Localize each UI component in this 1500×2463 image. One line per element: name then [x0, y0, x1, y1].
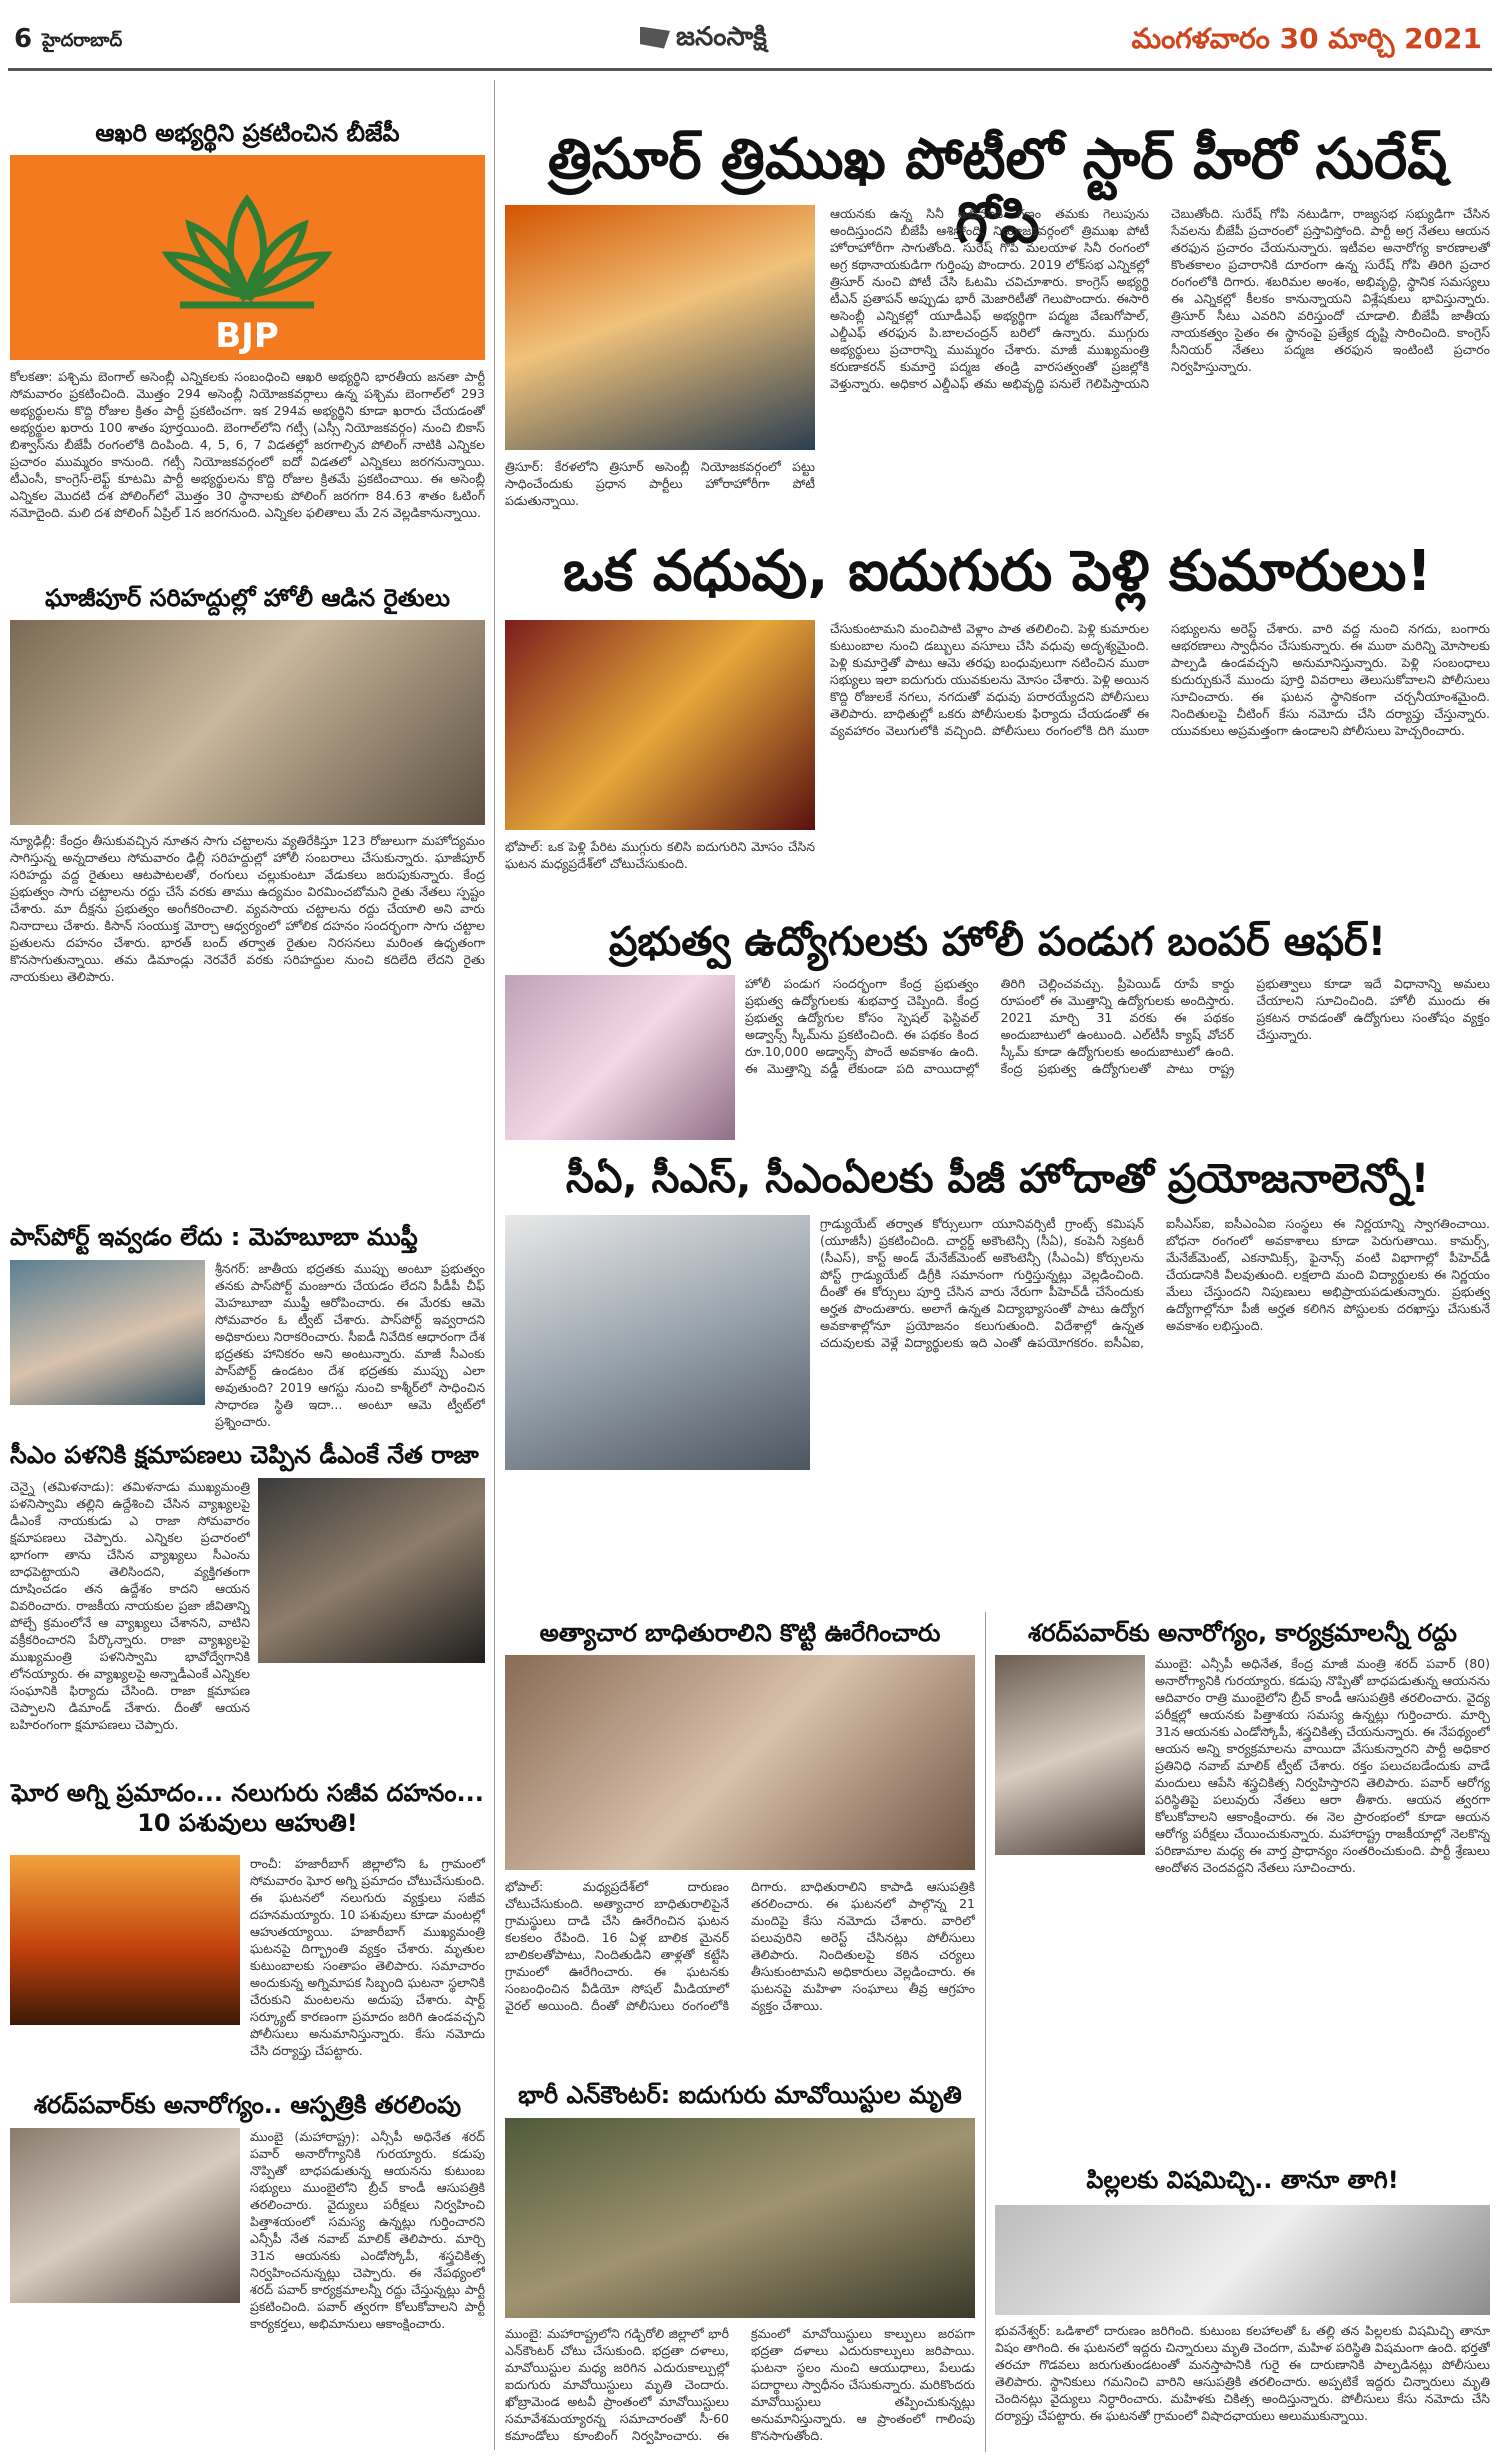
- pawar-cancel-headline: శరద్‌పవార్‌కు అనారోగ్యం, కార్యక్రమాలన్నీ రద్దు: [1028, 1619, 1457, 1647]
- fire-body: రాంచీ: హజారీబాగ్ జిల్లాలోని ఓ గ్రామంలో సోమవారం ఘోర అగ్ని ప్రమాదం చోటుచేసుకుంది. ఈ ఘటనలో నలుగురు వ్యక్తులు సజీవ దహనమయ్యారు. 10 పశువులు కూడా మంటల్లో ఆహుతయ్యాయి. హజారీబాగ్ ముఖ్యమంత్రి ఘటనపై దిగ్భ్రాంతి వ్యక్తం చేశారు. మృతుల కుటుంబాలకు సంతాపం తెలిపారు. సమాచారం అందుకున్న అగ్నిమాపక సిబ్బంది ఘటనా స్థలానికి చేరుకుని మంటలను అదుపు చేశారు. షార్ట్ సర్క్యూట్ కారణంగా ప్రమాదం జరిగి ఉండవచ్చని పోలీసులు అనుమానిస్తున్నారు. కేసు నమోదు చేసి దర్యాప్తు చేపట్టారు.: [250, 1856, 485, 2058]
- suresh-gopi-headline: త్రిసూర్ త్రిముఖ పోటీలో స్టార్ హీరో సురేష్ గోపి: [547, 127, 1448, 256]
- column-divider-right: [985, 1612, 986, 2452]
- column-divider: [494, 80, 495, 2450]
- raja-headline: సీఎం పళనికి క్షమాపణలు చెప్పిన డీఎంకే నేత రాజా: [10, 1441, 479, 1469]
- fire-headline: ఘోర అగ్ని ప్రమాదం... నలుగురు సజీవ దహనం... 10 పశువులు ఆహుతి!: [11, 1779, 484, 1837]
- farmers-photo: [10, 620, 485, 825]
- mehbooba-body: శ్రీనగర్: జాతీయ భద్రతకు ముప్పు అంటూ ప్రభుత్వం తనకు పాస్‌పోర్ట్ మంజూరు చేయడం లేదని పీడీపీ చీఫ్ మెహబూబా ముఫ్తీ ఆరోపించారు. ఈ మేరకు ఆమె సోమవారం ఓ ట్వీట్ చేశారు. పాస్‌పోర్ట్ ఇవ్వరాదని అధికారులు నిరాకరించారు. సీఐడీ నివేదిక ఆధారంగా దేశ భద్రతకు హానికరం అని అంటున్నారు. మాజీ సీఎంకు పాస్‌పోర్ట్ ఉండటం దేశ భద్రతకు ముప్పు ఎలా అవుతుంది? 2019 ఆగస్టు నుంచి కాశ్మీర్‌లో సాధించిన సాధారణ స్థితి ఇదా... అంటూ ఆమె ట్వీట్‌లో ప్రశ్నించారు.: [215, 1261, 485, 1429]
- newspaper-logo: [640, 22, 767, 58]
- suresh-gopi-body: ఆయనకు ఉన్న సినీ అభిమాన గణం తమకు గెలుపును అందిస్తుందని బీజేపీ ఆశిస్తోంది. నియోజకవర్గంలో త్రిముఖ పోటీ హోరాహోరీగా సాగుతోంది. సురేష్ గోపి మలయాళ సినీ రంగంలో అగ్ర కథానాయకుడిగా గుర్తింపు పొందారు. 2019 లోక్‌సభ ఎన్నికల్లో త్రిసూర్ నుంచి పోటీ చేసి ఓటమి చవిచూశారు. కాంగ్రెస్ అభ్యర్థి టీఎన్ ప్రతాపన్ అప్పుడు భారీ మెజారిటీతో గెలుపొందారు. ఈసారి అసెంబ్లీ ఎన్నికల్లో యూడీఎఫ్ అభ్యర్థిగా పద్మజ వేణుగోపాల్, ఎల్డీఎఫ్ తరఫున పి.బాలచంద్రన్ బరిలో ఉన్నారు. ముగ్గురు అభ్యర్థులు ప్రచారాన్ని ముమ్మరం చేశారు. మాజీ ముఖ్యమంత్రి కరుణాకరన్ కుమార్తె పద్మజ తండ్రి వారసత్వంతో ప్రజల్లోకి వెళ్తున్నారు. అధికార ఎల్డీఎఫ్ తమ అభివృద్ధి పనులే గెలిపిస్తాయని చెబుతోంది. సురేష్ గోపి నటుడిగా, రాజ్యసభ సభ్యుడిగా చేసిన సేవలను బీజేపీ ప్రచారంలో ప్రస్తావిస్తోంది. పార్టీ అగ్ర నేతలు ఆయన తరఫున ప్రచారం చేయనున్నారు. ఇటీవల అనారోగ్య కారణాలతో కొంతకాలం ప్రచారానికి దూరంగా ఉన్న సురేష్ గోపి తిరిగి ప్రచార రంగంలోకి దిగారు. శబరిమల అంశం, అభివృద్ధి, స్థానిక సమస్యలు ఈ ఎన్నికల్లో కీలకం కానున్నాయని విశ్లేషకులు భావిస్తున్నారు. త్రిసూర్ సీటు ఎవరిని వరిస్తుందో చూడాలి. బీజేపీ జాతీయ నాయకత్వం సైతం ఈ స్థానంపై ప్రత్యేక దృష్టి సారించింది. కాంగ్రెస్ సీనియర్ నేతలు పద్మజ తరఫున ఇంటింటి ప్రచారం నిర్వహిస్తున్నారు.: [830, 206, 1490, 391]
- pawar-cancel-photo: [995, 1655, 1145, 1855]
- suresh-gopi-caption: త్రిసూర్: కేరళలోని త్రిసూర్ అసెంబ్లీ నియోజకవర్గంలో పట్టు సాధించేందుకు ప్రధాన పార్టీలు హోరాహోరీగా పోటీ పడుతున్నాయి.: [505, 459, 815, 508]
- encounter-body: ముంబై: మహారాష్ట్రలోని గడ్చిరోలి జిల్లాలో భారీ ఎన్‌కౌంటర్ చోటు చేసుకుంది. భద్రతా దళాలు, మావోయిస్టుల మధ్య జరిగిన ఎదురుకాల్పుల్లో ఐదుగురు మావోయిస్టులు మృతి చెందారు. ఖోబ్రామెండ అటవీ ప్రాంతంలో మావోయిస్టులు సమావేశమయ్యారన్న సమాచారంతో సీ-60 కమాండోలు కూంబింగ్ నిర్వహించారు. ఈ క్రమంలో మావోయిస్టులు కాల్పులు జరపగా భద్రతా దళాలు ఎదురుకాల్పులు జరిపాయి. ఘటనా స్థలం నుంచి ఆయుధాలు, పేలుడు పదార్థాలు స్వాధీనం చేసుకున్నారు. మరికొందరు మావోయిస్టులు తప్పించుకున్నట్లు అనుమానిస్తున్నారు. ఆ ప్రాంతంలో గాలింపు కొనసాగుతోంది.: [505, 2326, 975, 2443]
- logo-flag-icon: [640, 27, 670, 49]
- bjp-body: కోలకతా: పశ్చిమ బెంగాల్ అసెంబ్లీ ఎన్నికలకు సంబంధించి ఆఖరి అభ్యర్థిని భారతీయ జనతా పార్టీ సోమవారం ప్రకటించింది. మొత్తం 294 అసెంబ్లీ నియోజకవర్గాలు ఉన్న పశ్చిమ బెంగాల్‌లో 293 అభ్యర్థులను కొద్ది రోజుల క్రితం పార్టీ ప్రకటించగా. ఇక 294వ అభ్యర్థిని కూడా ఖరారు చేయడంతో అభ్యర్థుల ఖరారు 100 శాతం పూర్తయింది. బెంగాల్‌లోని గట్సీ (ఎస్సీ నియోజకవర్గం) నుంచి బికాస్ బిశ్వాస్‌ను బీజేపీ రంగంలోకి దింపింది. 4, 5, 6, 7 విడతల్లో జరగాల్సిన పోలింగ్ నాటికి ఎన్నికల ప్రచారం ముమ్మరం కానుంది. గట్సీ నియోజకవర్గంలో ఐదో విడతలో ఎన్నికలు జరగనున్నాయి. టీఎంసీ, కాంగ్రెస్-లెఫ్ట్ కూటమి పార్టీ అభ్యర్థులను కొద్ది రోజుల క్రితమే ప్రకటించాయి. ఈ అసెంబ్లీ ఎన్నికల మొదటి దశ పోలింగ్‌లో మొత్తం 30 స్థానాలకు పోలింగ్ జరగగా 84.63 శాతం ఓటింగ్ నమోదైంది. మలి దశ పోలింగ్ ఏప్రిల్ 1న జరగనుంది. ఎన్నికల ఫలితాలు మే 2న వెల్లడికానున్నాయి.: [10, 369, 485, 520]
- victims-headline: అత్యాచార బాధితురాలిని కొట్టి ఊరేగించారు: [539, 1619, 941, 1647]
- pawar-hospital-headline: శరద్‌పవార్‌కు అనారోగ్యం.. ఆస్పత్రికి తరలింపు: [33, 2091, 462, 2119]
- fire-photo: [10, 1855, 240, 2025]
- masthead: [0, 0, 1500, 70]
- farmers-headline: ఘాజీపూర్ సరిహద్దుల్లో హోలీ ఆడిన రైతులు: [44, 584, 451, 612]
- raja-photo: [258, 1478, 485, 1663]
- raja-body: చెన్నై (తమిళనాడు): తమిళనాడు ముఖ్యమంత్రి పళనిస్వామి తల్లిని ఉద్దేశించి చేసిన వ్యాఖ్యలపై డీఎంకే నాయకుడు ఎ రాజా సోమవారం క్షమాపణలు చెప్పారు. ఎన్నికల ప్రచారంలో భాగంగా తాను చేసిన వ్యాఖ్యలు సీఎంను బాధపెట్టాయని తెలిసిందని, వ్యక్తిగతంగా దూషించడం తన ఉద్దేశం కాదని ఆయన వివరించారు. రాజకీయ నాయకుల ప్రజా జీవితాన్ని పోల్చే క్రమంలోనే ఆ వ్యాఖ్యలు చేశానని, వాటిని వక్రీకరించారని పేర్కొన్నారు. రాజా వ్యాఖ్యలపై ముఖ్యమంత్రి పళనిస్వామి భావోద్వేగానికి లోనయ్యారు. ఈ వ్యాఖ్యలపై అన్నాడీఎంకే ఎన్నికల సంఘానికి ఫిర్యాదు చేసింది. రాజా క్షమాపణ చెప్పాలని డిమాండ్ చేశారు. దీంతో ఆయన బహిరంగంగా క్షమాపణలు చెప్పారు.: [10, 1479, 250, 1732]
- holi-offer-headline: ప్రభుత్వ ఉద్యోగులకు హోలీ పండుగ బంపర్ ఆఫర్!: [608, 919, 1387, 965]
- mehbooba-headline: పాస్‌పోర్ట్ ఇవ్వడం లేదు : మెహబూబా ముఫ్తీ: [10, 1223, 418, 1251]
- header-rule: [8, 68, 1492, 71]
- currency-photo: [505, 975, 735, 1140]
- victims-photo: [505, 1655, 975, 1870]
- bride-caption: భోపాల్: ఒక పెళ్లి పేరిట ముగ్గురు కలిసి ఐదుగురిని మోసం చేసిన ఘటన మధ్యప్రదేశ్‌లో చోటుచేసుకుంది.: [505, 839, 815, 871]
- bjp-logo-text: BJP: [215, 316, 279, 356]
- bride-photo: [505, 620, 815, 830]
- holi-offer-body: హోలీ పండుగ సందర్భంగా కేంద్ర ప్రభుత్వం ప్రభుత్వ ఉద్యోగులకు శుభవార్త చెప్పింది. కేంద్ర ప్రభుత్వ ఉద్యోగుల కోసం స్పెషల్ ఫెస్టివల్ అడ్వాన్స్ స్కీమ్‌ను ప్రకటించింది. ఈ పథకం కింద రూ.10,000 అడ్వాన్స్ పొందే అవకాశం ఉంది. ఈ మొత్తాన్ని వడ్డీ లేకుండా పది వాయిదాల్లో తిరిగి చెల్లించవచ్చు. ప్రీపెయిడ్ రూపే కార్డు రూపంలో ఈ మొత్తాన్ని ఉద్యోగులకు అందిస్తారు. 2021 మార్చి 31 వరకు ఈ పథకం అందుబాటులో ఉంటుంది. ఎల్‌టీసీ క్యాష్ వోచర్ స్కీమ్ కూడా ఉద్యోగులకు అందుబాటులో ఉంది. కేంద్ర ప్రభుత్వ ఉద్యోగులతో పాటు రాష్ట్ర ప్రభుత్వాలు కూడా ఇదే విధానాన్ని అమలు చేయాలని సూచించింది. హోలీ ముందు ఈ ప్రకటన రావడంతో ఉద్యోగులు సంతోషం వ్యక్తం చేస్తున్నారు.: [745, 976, 1490, 1076]
- pg-headline: సీఏ, సీఎస్, సీఎంఏలకు పీజీ హోదాతో ప్రయోజనాలెన్నో!: [565, 1156, 1430, 1202]
- bjp-logo-image: [10, 155, 485, 360]
- dateline: మంగళవారం 30 మార్చి 2021: [1131, 22, 1482, 55]
- farmers-body: న్యూఢిల్లీ: కేంద్రం తీసుకువచ్చిన నూతన సాగు చట్టాలను వ్యతిరేకిస్తూ 123 రోజులుగా మహోద్యమం సాగిస్తున్న అన్నదాతలు సోమవారం ఢిల్లీ సరిహద్దుల్లో హోలీ సంబరాలు చేసుకున్నారు. ఘాజీపూర్ సరిహద్దు వద్ద రైతులు ఆటపాటలతో, రంగులు చల్లుకుంటూ వేడుకలు జరుపుకున్నారు. కేంద్ర ప్రభుత్వం సాగు చట్టాలను రద్దు చేసే వరకు తాము ఉద్యమం విరమించబోమని రైతు నేతలు స్పష్టం చేశారు. మా దీక్షను ప్రభుత్వం అంగీకరించాలి. వ్యవసాయ చట్టాలను రద్దు చేయాలి అని వారు నినాదాలు చేశారు. కిసాన్ సంయుక్త మోర్చా ఆధ్వర్యంలో హోలిక దహనం సందర్భంగా సాగు చట్టాల ప్రతులను దహనం చేశారు. భారత్ బంద్ తర్వాత రైతుల నిరసనలు మరింత ఉధృతంగా కొనసాగుతున్నాయి. తమ డిమాండ్లు నెరవేరే వరకు సరిహద్దుల నుంచి కదిలేది లేదని రైతు నాయకులు తెలిపారు.: [10, 833, 485, 984]
- page-number: 6: [14, 24, 33, 54]
- pawar-cancel-body: ముంబై: ఎన్సీపీ అధినేత, కేంద్ర మాజీ మంత్రి శరద్ పవార్ (80) అనారోగ్యానికి గురయ్యారు. కడుపు నొప్పితో బాధపడుతున్న ఆయనను ఆదివారం రాత్రి ముంబైలోని బ్రీచ్ కాండీ ఆసుపత్రికి తరలించారు. వైద్య పరీక్షల్లో ఆయనకు పిత్తాశయ సమస్య ఉన్నట్లు గుర్తించారు. మార్చి 31న ఆయనకు ఎండోస్కోపీ, శస్త్రచికిత్స చేయనున్నారు. ఈ నేపథ్యంలో ఆయన అన్ని కార్యక్రమాలను వాయిదా వేసుకున్నారని పార్టీ అధికార ప్రతినిధి నవాబ్ మాలిక్ ట్వీట్ చేశారు. రక్తం పలుచబడేందుకు వాడే మందులు ఆపేసి శస్త్రచికిత్స నిర్వహిస్తారని తెలిపారు. పవార్ ఆరోగ్య పరిస్థితిపై పలువురు నేతలు ఆరా తీశారు. ఆయన త్వరగా కోలుకోవాలని ఆకాంక్షించారు. ఈ నెల ప్రారంభంలో కూడా ఆయన ఆరోగ్య పరీక్షలు చేయించుకున్నారు. మహారాష్ట్ర రాజకీయాల్లో నెలకొన్న పరిణామాల మధ్య ఈ వార్త ప్రాధాన్యం సంతరించుకుంది. పార్టీ శ్రేణులు ఆందోళన చెందవద్దని నేతలు సూచించారు.: [1155, 1656, 1490, 1875]
- pg-body: గ్రాడ్యుయేట్ తర్వాత కోర్సులుగా యూనివర్సిటీ గ్రాంట్స్ కమిషన్ (యూజీసీ) ప్రకటించింది. చార్టర్డ్ అకౌంటెన్సీ (సీఏ), కంపెనీ సెక్రటరీ (సీఎస్), కాస్ట్ అండ్ మేనేజ్‌మెంట్ అకౌంటెన్సీ (సీఎంఏ) కోర్సులను పోస్ట్ గ్రాడ్యుయేట్ డిగ్రీకి సమానంగా గుర్తిస్తున్నట్లు వెల్లడించింది. దీంతో ఈ కోర్సులు పూర్తి చేసిన వారు నేరుగా పీహెచ్‌డీ చేసేందుకు అర్హత పొందుతారు. అలాగే ఉన్నత విద్యాభ్యాసంతో పాటు ఉద్యోగ అవకాశాల్లోనూ ప్రయోజనం కలుగుతుంది. విదేశాల్లో ఉన్నత చదువులకు వెళ్లే విద్యార్థులకు ఇది ఎంతో ఉపయోగకరం. ఐసీఏఐ, ఐసీఎస్ఐ, ఐసీఎంఏఐ సంస్థలు ఈ నిర్ణయాన్ని స్వాగతించాయి. బోధనా రంగంలో అవకాశాలు కూడా పెరుగుతాయి. కామర్స్, మేనేజ్‌మెంట్, ఎకనామిక్స్, ఫైనాన్స్ వంటి విభాగాల్లో పీహెచ్‌డీ చేయడానికి వీలవుతుంది. లక్షలాది మంది విద్యార్థులకు ఈ నిర్ణయం మేలు చేస్తుందని నిపుణులు అభిప్రాయపడుతున్నారు. ప్రభుత్వ ఉద్యోగాల్లోనూ పీజీ అర్హత కలిగిన పోస్టులకు దరఖాస్తు చేసుకునే అవకాశం లభిస్తుంది.: [820, 1216, 1490, 1350]
- victims-body: భోపాల్: మధ్యప్రదేశ్‌లో దారుణం చోటుచేసుకుంది. అత్యాచార బాధితురాలిపైనే గ్రామస్థులు దాడి చేసి ఊరేగించిన ఘటన కలకలం రేపింది. 16 ఏళ్ల బాలిక మైనర్ బాలికలతోపాటు, నిందితుడిని తాళ్లతో కట్టేసి గ్రామంలో ఊరేగించారు. ఈ ఘటనకు సంబంధించిన వీడియో సోషల్ మీడియాలో వైరల్ అయింది. దీంతో పోలీసులు రంగంలోకి దిగారు. బాధితురాలిని కాపాడి ఆసుపత్రికి తరలించారు. ఈ ఘటనలో పాల్గొన్న 21 మందిపై కేసు నమోదు చేశారు. వారిలో పలువురిని అరెస్ట్ చేసినట్లు పోలీసులు తెలిపారు. నిందితులపై కఠిన చర్యలు తీసుకుంటామని అధికారులు వెల్లడించారు. ఈ ఘటనపై మహిళా సంఘాలు తీవ్ర ఆగ్రహం వ్యక్తం చేశాయి.: [505, 1879, 975, 2013]
- children-body: భువనేశ్వర్: ఒడిశాలో దారుణం జరిగింది. కుటుంబ కలహాలతో ఓ తల్లి తన పిల్లలకు విషమిచ్చి తానూ విషం తాగింది. ఈ ఘటనలో ఇద్దరు చిన్నారులు మృతి చెందగా, మహిళ పరిస్థితి విషమంగా ఉంది. భర్తతో తరచూ గొడవలు జరుగుతుండటంతో మనస్తాపానికి గురై ఈ దారుణానికి పాల్పడినట్లు పోలీసులు తెలిపారు. స్థానికులు గమనించి వారిని ఆసుపత్రికి తరలించారు. అప్పటికే ఇద్దరు చిన్నారులు మృతి చెందినట్లు వైద్యులు నిర్ధారించారు. మహిళకు చికిత్స అందిస్తున్నారు. పోలీసులు కేసు నమోదు చేసి దర్యాప్తు చేపట్టారు. ఈ ఘటనతో గ్రామంలో విషాదఛాయలు అలుముకున్నాయి.: [995, 2323, 1490, 2423]
- children-headline: పిల్లలకు విషమిచ్చి.. తానూ తాగి!: [1086, 2166, 1399, 2194]
- pawar-photo: [10, 2128, 240, 2303]
- bride-headline: ఒక వధువు, ఐదుగురు పెళ్లి కుమారులు!: [563, 539, 1432, 604]
- bjp-headline: ఆఖరి అభ్యర్థిని ప్రకటించిన బీజేపీ: [95, 119, 400, 147]
- mehbooba-photo: [10, 1260, 205, 1405]
- encounter-photo: [505, 2118, 975, 2318]
- suresh-gopi-photo: [505, 205, 815, 450]
- bride-body: చేసుకుంటామని మంచిపాటి వెళ్లాం పాత తలిలించి. పెళ్లి కుమారుల కుటుంబాల నుంచి డబ్బులు వసూలు చేసి వధువు అదృశ్యమైంది. పెళ్లి కుమార్తెతో పాటు ఆమె తరఫు బంధువులుగా నటించిన ముఠా సభ్యులు ఇలా ఐదుగురు యువకులను మోసం చేశారు. పెళ్లి అయిన కొద్ది రోజులకే నగలు, నగదుతో వధువు పరారయ్యేదని పోలీసులు తెలిపారు. బాధితుల్లో ఒకరు పోలీసులకు ఫిర్యాదు చేయడంతో ఈ వ్యవహారం వెలుగులోకి వచ్చింది. పోలీసులు రంగంలోకి దిగి ముఠా సభ్యులను అరెస్ట్ చేశారు. వారి వద్ద నుంచి నగదు, బంగారు ఆభరణాలు స్వాధీనం చేసుకున్నారు. ఈ ముఠా మరిన్ని మోసాలకు పాల్పడి ఉండవచ్చని అనుమానిస్తున్నారు. పెళ్లి సంబంధాలు కుదుర్చుకునే ముందు పూర్తి వివరాలు తెలుసుకోవాలని పోలీసులు సూచించారు. ఈ ఘటన స్థానికంగా చర్చనీయాంశమైంది. నిందితులపై చీటింగ్ కేసు నమోదు చేసి దర్యాప్తు చేస్తున్నారు. యువకులు అప్రమత్తంగా ఉండాలని పోలీసులు హెచ్చరించారు.: [830, 621, 1490, 738]
- pawar-hospital-body: ముంబై (మహారాష్ట్ర): ఎన్సీపీ అధినేత శరద్ పవార్ అనారోగ్యానికి గురయ్యారు. కడుపు నొప్పితో బాధపడుతున్న ఆయనను కుటుంబ సభ్యులు ముంబైలోని బ్రీచ్ కాండీ ఆసుపత్రికి తరలించారు. వైద్యులు పరీక్షలు నిర్వహించి పిత్తాశయంలో సమస్య ఉన్నట్లు గుర్తించారని ఎన్సీపీ నేత నవాబ్ మాలిక్ తెలిపారు. మార్చి 31న ఆయనకు ఎండోస్కోపీ, శస్త్రచికిత్స నిర్వహించనున్నట్లు చెప్పారు. ఈ నేపథ్యంలో శరద్ పవార్ కార్యక్రమాలన్నీ రద్దు చేస్తున్నట్లు పార్టీ ప్రకటించింది. పవార్ త్వరగా కోలుకోవాలని పార్టీ కార్యకర్తలు, అభిమానులు ఆకాంక్షించారు.: [250, 2129, 485, 2331]
- calculator-photo: [505, 1215, 810, 1470]
- logo-text: జనంసాక్షి: [676, 22, 767, 52]
- page-city: హైదరాబాద్: [42, 30, 123, 51]
- encounter-headline: భారీ ఎన్‌కౌంటర్: ఐదుగురు మావోయిస్టుల మృతి: [518, 2081, 962, 2109]
- bjp-lotus-icon: [10, 155, 485, 360]
- children-photo: [995, 2205, 1490, 2315]
